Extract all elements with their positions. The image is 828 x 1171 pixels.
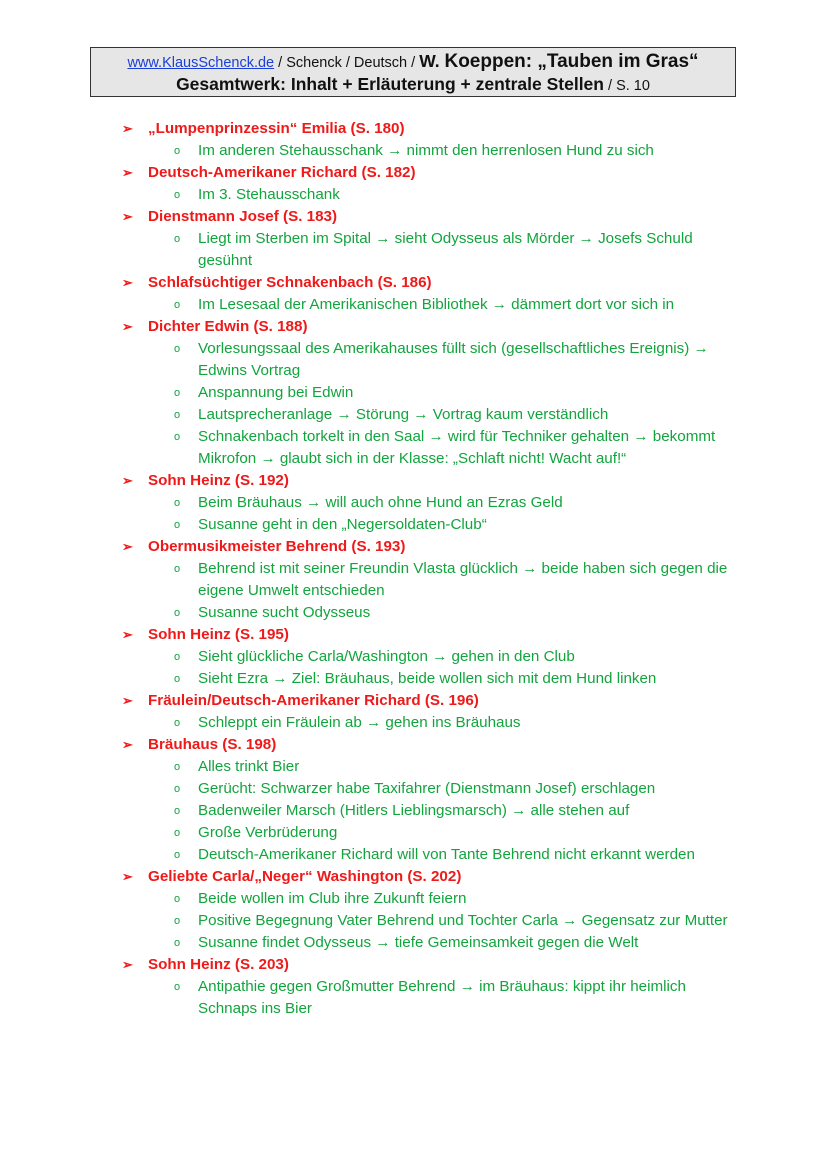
section-heading <box>122 162 762 184</box>
list-item-text: Susanne geht in den „Negersoldaten-Club“ <box>198 516 487 533</box>
arrow-bullet-icon: ➢ <box>122 737 133 752</box>
circle-bullet-icon: o <box>174 431 181 443</box>
list-item <box>122 492 762 514</box>
list-item-text: Susanne findet Odysseus → tiefe Gemeinsamkeit gegen die Welt <box>198 934 639 951</box>
list-item-text: Liegt im Sterben im Spital → sieht Odysseus als Mörder → Josefs Schuld gesühnt <box>198 230 693 269</box>
circle-bullet-icon: o <box>174 607 181 619</box>
arrow-bullet-icon: ➢ <box>122 693 133 708</box>
circle-bullet-icon: o <box>174 981 181 993</box>
list-item-text: Lautsprecheranlage → Störung → Vortrag kaum verständlich <box>198 406 609 423</box>
circle-bullet-icon: o <box>174 717 181 729</box>
list-item-text: Anspannung bei Edwin <box>198 384 354 401</box>
arrow-bullet-icon: ➢ <box>122 473 133 488</box>
section-heading <box>122 954 762 976</box>
circle-bullet-icon: o <box>174 519 181 531</box>
list-item <box>122 778 762 800</box>
circle-bullet-icon: o <box>174 673 181 685</box>
section-heading <box>122 734 762 756</box>
circle-bullet-icon: o <box>174 937 181 949</box>
section-heading <box>122 624 762 646</box>
circle-bullet-icon: o <box>174 563 181 575</box>
list-item-text: Behrend ist mit seiner Freundin Vlasta glücklich → beide haben sich gegen die eigene Umwelt entschieden <box>198 560 728 599</box>
circle-bullet-icon: o <box>174 915 181 927</box>
circle-bullet-icon: o <box>174 189 181 201</box>
section-heading-text: Sohn Heinz (S. 203) <box>148 956 289 973</box>
list-item-text: Deutsch-Amerikaner Richard will von Tante Behrend nicht erkannt werden <box>198 846 695 863</box>
list-item <box>122 514 762 536</box>
list-item <box>122 844 762 866</box>
list-item <box>122 932 762 954</box>
arrow-bullet-icon: ➢ <box>122 319 133 334</box>
header-line-1 <box>91 51 735 74</box>
list-item-text: Im 3. Stehausschank <box>198 186 340 203</box>
circle-bullet-icon: o <box>174 783 181 795</box>
circle-bullet-icon: o <box>174 651 181 663</box>
list-item <box>122 756 762 778</box>
list-item <box>122 558 762 602</box>
website-link[interactable]: www.KlausSchenck.de <box>127 55 275 71</box>
circle-bullet-icon: o <box>174 387 181 399</box>
circle-bullet-icon: o <box>174 893 181 905</box>
list-item-text: Schleppt ein Fräulein ab → gehen ins Bräuhaus <box>198 714 521 731</box>
list-item-text: Badenweiler Marsch (Hitlers Lieblingsmarsch) → alle stehen auf <box>198 802 630 819</box>
circle-bullet-icon: o <box>174 409 181 421</box>
circle-bullet-icon: o <box>174 299 181 311</box>
author-initial: W. <box>419 51 445 71</box>
outline-list <box>122 118 762 1020</box>
arrow-bullet-icon: ➢ <box>122 539 133 554</box>
list-item <box>122 140 762 162</box>
arrow-bullet-icon: ➢ <box>122 869 133 884</box>
circle-bullet-icon: o <box>174 761 181 773</box>
list-item-text: Beim Bräuhaus → will auch ohne Hund an Ezras Geld <box>198 494 563 511</box>
section-heading-text: Schlafsüchtiger Schnakenbach (S. 186) <box>148 274 432 291</box>
circle-bullet-icon: o <box>174 343 181 355</box>
breadcrumb: / Schenck / Deutsch / <box>274 55 420 71</box>
arrow-bullet-icon: ➢ <box>122 957 133 972</box>
list-item <box>122 888 762 910</box>
section-heading-text: Geliebte Carla/„Neger“ Washington (S. 202) <box>148 868 462 885</box>
list-item <box>122 294 762 316</box>
section-heading-text: Fräulein/Deutsch-Amerikaner Richard (S. 196) <box>148 692 479 709</box>
arrow-bullet-icon: ➢ <box>122 275 133 290</box>
list-item-text: Sieht Ezra → Ziel: Bräuhaus, beide wollen sich mit dem Hund linken <box>198 670 657 687</box>
section-heading <box>122 536 762 558</box>
list-item <box>122 976 762 1020</box>
list-item <box>122 800 762 822</box>
arrow-bullet-icon: ➢ <box>122 209 133 224</box>
list-item-text: Antipathie gegen Großmutter Behrend → im Bräuhaus: kippt ihr heimlich Schnaps ins Bier <box>198 978 686 1017</box>
list-item <box>122 184 762 206</box>
arrow-bullet-icon: ➢ <box>122 165 133 180</box>
list-item-text: Beide wollen im Club ihre Zukunft feiern <box>198 890 467 907</box>
document-header <box>90 47 736 97</box>
work-title: Koeppen: „Tauben im Gras“ <box>444 51 699 72</box>
list-item <box>122 382 762 404</box>
page-number: / S. 10 <box>603 78 650 94</box>
list-item-text: Im anderen Stehausschank → nimmt den herrenlosen Hund zu sich <box>198 142 654 159</box>
list-item-text: Alles trinkt Bier <box>198 758 300 775</box>
section-heading-text: Dienstmann Josef (S. 183) <box>148 208 338 225</box>
list-item <box>122 712 762 734</box>
circle-bullet-icon: o <box>174 827 181 839</box>
list-item-text: Im Lesesaal der Amerikanischen Bibliothek → dämmert dort vor sich in <box>198 296 675 313</box>
arrow-bullet-icon: ➢ <box>122 627 133 642</box>
section-heading-text: Deutsch-Amerikaner Richard (S. 182) <box>148 164 416 181</box>
section-heading-text: Sohn Heinz (S. 192) <box>148 472 289 489</box>
section-heading <box>122 866 762 888</box>
list-item <box>122 668 762 690</box>
header-line-2 <box>91 74 735 97</box>
list-item <box>122 646 762 668</box>
list-item <box>122 338 762 382</box>
circle-bullet-icon: o <box>174 233 181 245</box>
section-heading <box>122 272 762 294</box>
list-item-text: Schnakenbach torkelt in den Saal → wird für Techniker gehalten → bekommt Mikrofon → glaubt sich in der Klasse: „Schlaft nicht! Wacht auf!“ <box>198 428 716 467</box>
list-item <box>122 404 762 426</box>
section-heading <box>122 690 762 712</box>
arrow-bullet-icon: ➢ <box>122 121 133 136</box>
page-subtitle: Gesamtwerk: Inhalt + Erläuterung + zentrale Stellen <box>176 74 604 94</box>
section-heading <box>122 118 762 140</box>
section-heading-text: „Lumpenprinzessin“ Emilia (S. 180) <box>148 120 405 137</box>
list-item-text: Große Verbrüderung <box>198 824 338 841</box>
circle-bullet-icon: o <box>174 145 181 157</box>
list-item <box>122 822 762 844</box>
section-heading-text: Sohn Heinz (S. 195) <box>148 626 289 643</box>
list-item <box>122 602 762 624</box>
list-item-text: Sieht glückliche Carla/Washington → gehen in den Club <box>198 648 575 665</box>
list-item-text: Gerücht: Schwarzer habe Taxifahrer (Dienstmann Josef) erschlagen <box>198 780 656 797</box>
section-heading-text: Dichter Edwin (S. 188) <box>148 318 308 335</box>
section-heading <box>122 470 762 492</box>
section-heading <box>122 316 762 338</box>
section-heading <box>122 206 762 228</box>
list-item <box>122 228 762 272</box>
circle-bullet-icon: o <box>174 805 181 817</box>
list-item-text: Positive Begegnung Vater Behrend und Tochter Carla → Gegensatz zur Mutter <box>198 912 728 929</box>
list-item <box>122 426 762 470</box>
list-item-text: Susanne sucht Odysseus <box>198 604 371 621</box>
circle-bullet-icon: o <box>174 497 181 509</box>
circle-bullet-icon: o <box>174 849 181 861</box>
list-item <box>122 910 762 932</box>
list-item-text: Vorlesungssaal des Amerikahauses füllt sich (gesellschaftliches Ereignis) → Edwins Vortrag <box>198 340 709 379</box>
section-heading-text: Bräuhaus (S. 198) <box>148 736 277 753</box>
section-heading-text: Obermusikmeister Behrend (S. 193) <box>148 538 406 555</box>
